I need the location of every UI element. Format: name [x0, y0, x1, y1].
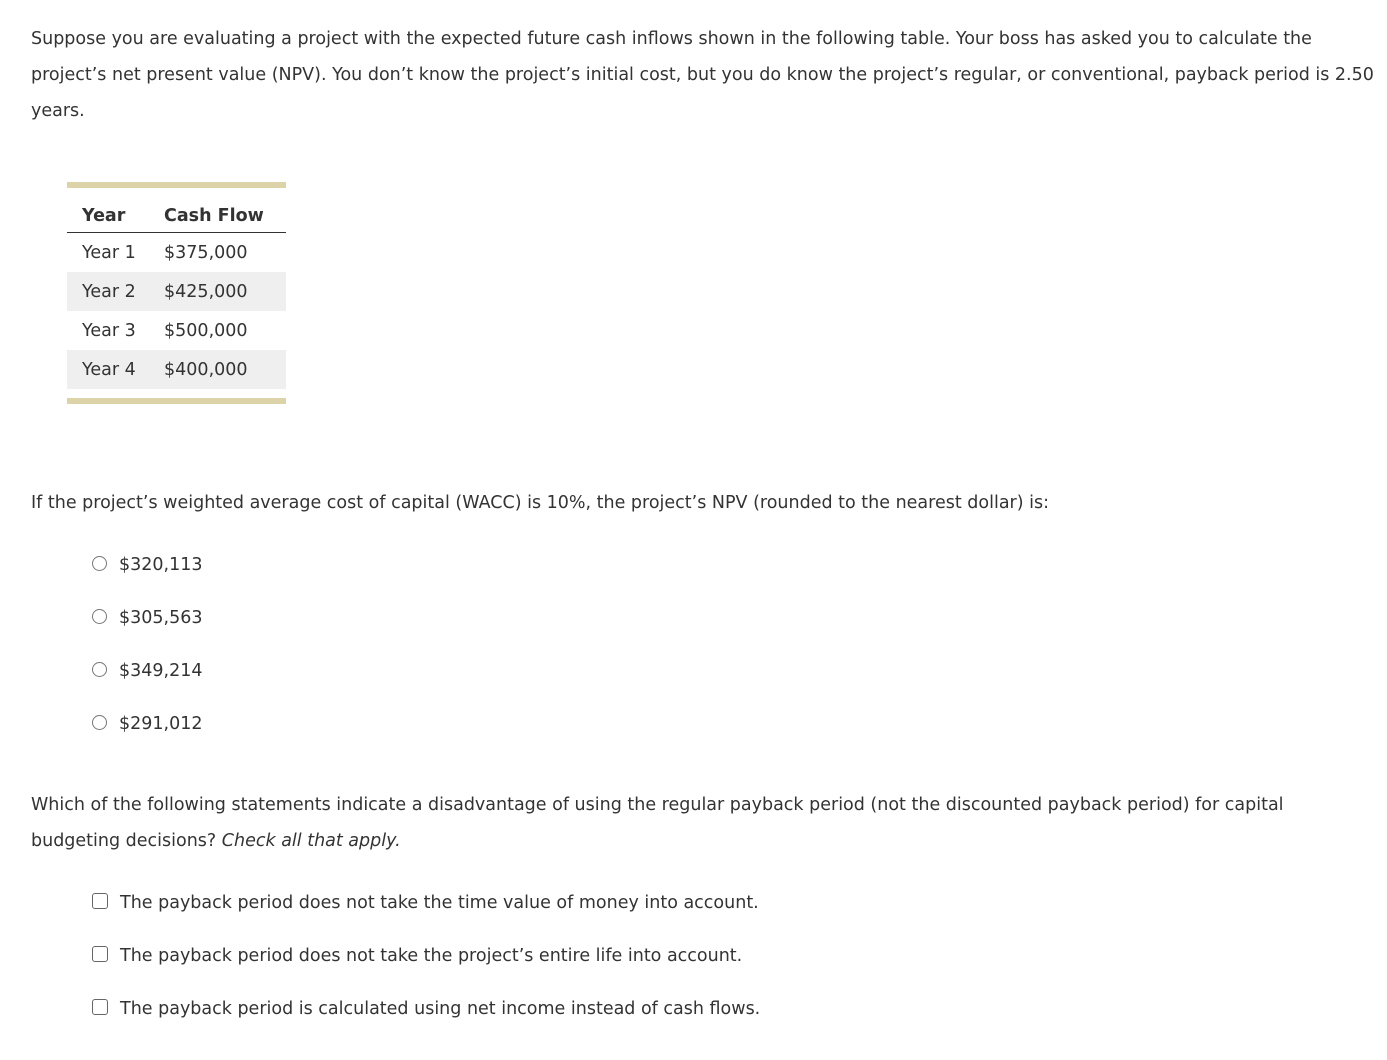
payback-question-instruction: Check all that apply.: [221, 831, 401, 851]
option-label[interactable]: The payback period does not take the time value of money into account.: [120, 892, 759, 913]
radio-button[interactable]: [92, 662, 107, 677]
cash-flow-table-container: [67, 182, 286, 404]
table-header-row: [67, 199, 286, 233]
payback-option[interactable]: [92, 876, 760, 929]
checkbox[interactable]: [92, 946, 108, 962]
payback-option[interactable]: [92, 929, 760, 982]
option-label[interactable]: $349,214: [119, 660, 203, 681]
npv-option[interactable]: [92, 644, 203, 697]
option-label[interactable]: The payback period does not take the project’s entire life into account.: [120, 945, 743, 966]
cash-flow-cell: $500,000: [164, 320, 248, 341]
payback-question-prompt: Which of the following statements indicate a disadvantage of using the regular payback period (not the discounted payback period) for capital budgeting decisions?: [31, 795, 1284, 851]
radio-button[interactable]: [92, 556, 107, 571]
radio-button[interactable]: [92, 609, 107, 624]
intro-paragraph: Suppose you are evaluating a project with the expected future cash inflows shown in the following table. Your boss has asked you to calculate the project’s net present value (NPV). You don’t know the project’s initial cost, but you do know the project’s regular, or conventional, payback period is 2.50 years.: [31, 29, 1374, 121]
header-cash-flow: Cash Flow: [149, 199, 286, 233]
year-cell: Year 3: [82, 320, 136, 341]
cash-flow-table: [67, 199, 286, 389]
checkbox[interactable]: [92, 893, 108, 909]
option-label[interactable]: $291,012: [119, 713, 203, 734]
table-row: [67, 272, 286, 311]
table-top-rule: [67, 182, 286, 188]
year-cell: Year 1: [82, 242, 136, 263]
npv-options-group: [92, 538, 203, 750]
npv-option[interactable]: [92, 697, 203, 750]
option-label[interactable]: $320,113: [119, 554, 203, 575]
table-row: [67, 311, 286, 350]
npv-question-prompt: If the project’s weighted average cost of capital (WACC) is 10%, the project’s NPV (rounded to the nearest dollar) is:: [31, 493, 1049, 513]
year-cell: Year 4: [67, 350, 149, 389]
radio-button[interactable]: [92, 715, 107, 730]
year-cell: Year 2: [67, 272, 149, 311]
table-row: [67, 350, 286, 389]
payback-options-group: [92, 876, 760, 1035]
checkbox[interactable]: [92, 999, 108, 1015]
payback-option[interactable]: [92, 982, 760, 1035]
option-label[interactable]: $305,563: [119, 607, 203, 628]
header-year: Year: [67, 199, 149, 233]
npv-option[interactable]: [92, 538, 203, 591]
cash-flow-cell: $400,000: [149, 350, 286, 389]
table-bottom-rule: [67, 398, 286, 404]
table-row: [67, 233, 286, 273]
payback-question: [31, 787, 1371, 859]
npv-option[interactable]: [92, 591, 203, 644]
cash-flow-cell: $425,000: [149, 272, 286, 311]
option-label[interactable]: The payback period is calculated using net income instead of cash flows.: [120, 998, 761, 1019]
cash-flow-cell: $375,000: [164, 242, 248, 263]
